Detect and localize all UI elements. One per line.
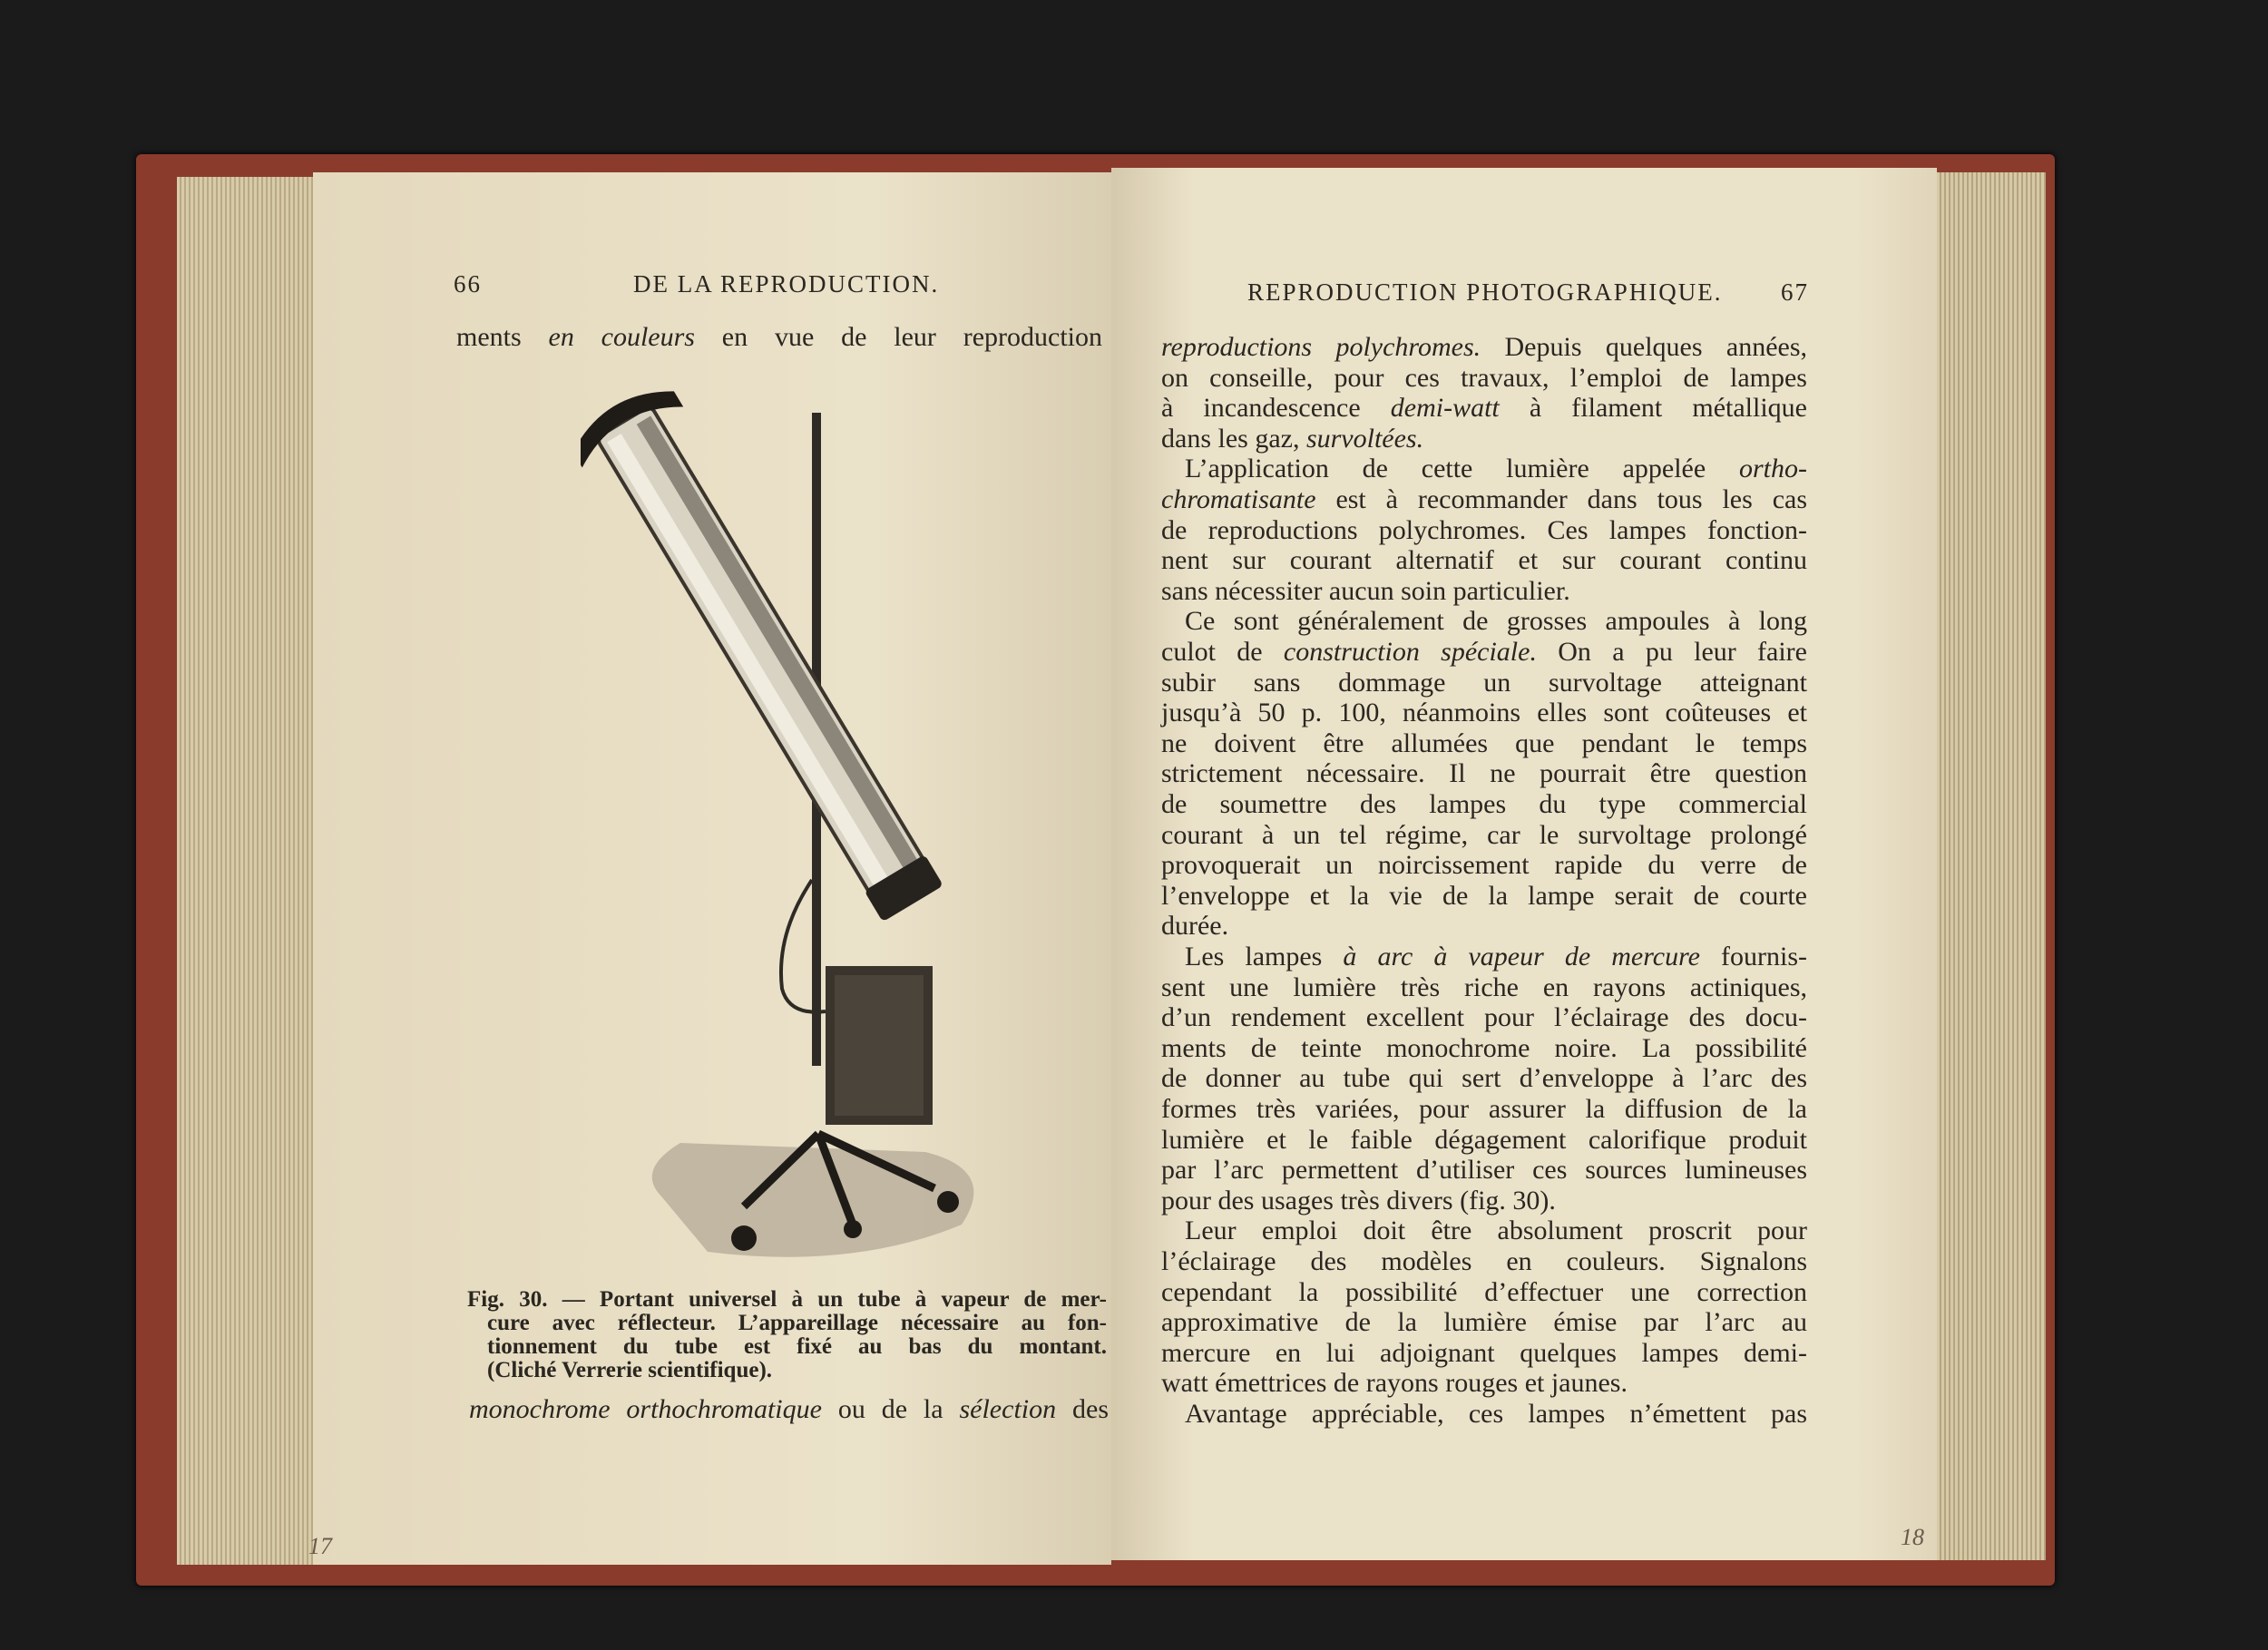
- italic-text: monochrome orthochromatique: [469, 1394, 822, 1424]
- text-line: [1161, 1186, 1807, 1216]
- text-run: Depuis quelques années,: [1481, 332, 1807, 362]
- text-line: [1161, 911, 1807, 942]
- italic-text: construction spéciale.: [1283, 637, 1537, 667]
- figure-caption-line: (Cliché Verrerie scientifique).: [487, 1358, 773, 1382]
- text-run: est à recommander dans tous les cas: [1315, 484, 1807, 514]
- text-line: [1161, 637, 1807, 668]
- page-edges-left: [177, 177, 322, 1565]
- text-line: [1185, 454, 1807, 484]
- text-run: d’un rendement excellent pour l’éclairage des docu-: [1161, 1002, 1807, 1033]
- text-line: [1161, 1155, 1807, 1186]
- figure-caption-line: cure avec réflecteur. L’appareillage nécessaire au fon-: [487, 1311, 1107, 1335]
- text-run: l’éclairage des modèles en couleurs. Signalons: [1161, 1246, 1807, 1276]
- italic-text: ortho-: [1739, 454, 1807, 484]
- text-run: des: [1056, 1394, 1110, 1424]
- text-line: [1161, 1277, 1807, 1308]
- text-run: ments de teinte monochrome noire. La possibilité: [1161, 1032, 1807, 1063]
- right-page-number: 67: [1781, 278, 1809, 306]
- text-run: provoquerait un noircissement rapide du verre de: [1161, 850, 1807, 881]
- text-run: à incandescence: [1161, 393, 1391, 424]
- text-run: de donner au tube qui sert d’enveloppe à l’arc des: [1161, 1063, 1807, 1094]
- text-run: culot de: [1161, 637, 1284, 667]
- text-run: durée.: [1161, 911, 1229, 942]
- text-run: de reproductions polychromes. Ces lampes fonction-: [1161, 514, 1807, 545]
- text-run: fournis-: [1699, 942, 1808, 971]
- text-run: ne doivent être allumées que pendant le temps: [1161, 727, 1807, 758]
- text-line: [1161, 515, 1807, 546]
- text-run: cependant la possibilité d’effectuer une correction: [1161, 1276, 1807, 1307]
- text-line: [1161, 484, 1807, 515]
- text-run: pour des usages très divers (fig. 30).: [1161, 1185, 1556, 1216]
- text-run: L’application de cette lumière appelée: [1185, 454, 1739, 484]
- text-line: [1185, 606, 1807, 637]
- text-line: [456, 322, 1102, 353]
- text-line: [1161, 332, 1807, 363]
- italic-text: demi-watt: [1390, 393, 1500, 424]
- text-run: courant à un tel régime, car le survoltage prolongé: [1161, 819, 1807, 850]
- text-run: mercure en lui adjoignant quelques lampes demi-: [1161, 1337, 1807, 1368]
- italic-text: chromatisante: [1161, 484, 1316, 514]
- text-line: [1161, 1307, 1807, 1338]
- text-run: sans nécessiter aucun soin particulier.: [1161, 575, 1570, 606]
- text-line: [1185, 942, 1807, 972]
- text-run: l’enveloppe et la vie de la lampe serait de courte: [1161, 880, 1807, 911]
- text-line: [1185, 1216, 1807, 1246]
- text-run: approximative de la lumière émise par l’arc au: [1161, 1307, 1807, 1338]
- text-run: à filament métallique: [1499, 393, 1807, 424]
- text-run: de soumettre des lampes du type commercial: [1161, 789, 1807, 819]
- text-line: [1161, 424, 1807, 454]
- text-run: ments: [456, 322, 549, 352]
- text-run: watt émettrices de rayons rouges et jaunes.: [1161, 1368, 1628, 1399]
- text-run: sent une lumière très riche en rayons actiniques,: [1161, 971, 1807, 1002]
- text-run: en vue de leur reproduction: [694, 322, 1102, 352]
- text-run: Ce sont généralement de grosses ampoules à long: [1185, 606, 1807, 637]
- figure-caption-line: Fig. 30. — Portant universel à un tube à vapeur de mer-: [467, 1287, 1107, 1312]
- italic-text: reproductions polychromes.: [1161, 332, 1481, 362]
- text-run: subir sans dommage un survoltage atteignant: [1161, 667, 1807, 698]
- text-run: formes très variées, pour assurer la diffusion de la: [1161, 1094, 1807, 1124]
- text-line: [1161, 1338, 1807, 1369]
- text-run: ou de la: [821, 1394, 960, 1424]
- pencil-page-mark-right: 18: [1901, 1524, 1924, 1550]
- text-line: [1161, 972, 1807, 1003]
- figure-mercury-lamp-illustration: [581, 354, 998, 1279]
- text-line: [1161, 1246, 1807, 1277]
- text-line: [1161, 1002, 1807, 1033]
- figure-caption-line: tionnement du tube est fixé au bas du montant.: [487, 1334, 1107, 1359]
- text-line: [1185, 1399, 1807, 1430]
- text-line: [1161, 545, 1807, 576]
- text-run: par l’arc permettent d’utiliser ces sources lumineuses: [1161, 1155, 1807, 1186]
- italic-text: sélection: [959, 1394, 1057, 1424]
- text-line: [1161, 881, 1807, 912]
- text-run: nent sur courant alternatif et sur courant continu: [1161, 545, 1807, 576]
- text-line: [1161, 789, 1807, 820]
- italic-text: à arc à vapeur de mercure: [1343, 942, 1700, 971]
- text-line: [1161, 576, 1807, 607]
- italic-text: en couleurs: [548, 322, 695, 352]
- italic-text: survoltées.: [1305, 423, 1424, 454]
- text-line: [1161, 1033, 1807, 1064]
- text-run: Leur emploi doit être absolument proscrit pour: [1185, 1216, 1807, 1246]
- text-line: [469, 1394, 1109, 1425]
- text-line: [1161, 728, 1807, 759]
- text-line: [1161, 820, 1807, 851]
- text-run: lumière et le faible dégagement calorifique produit: [1161, 1124, 1807, 1155]
- text-line: [1161, 1094, 1807, 1125]
- text-line: [1161, 758, 1807, 789]
- text-run: jusqu’à 50 p. 100, néanmoins elles sont coûteuses et: [1161, 698, 1807, 728]
- page-edges-right: [1932, 172, 2046, 1560]
- text-run: Les lampes: [1185, 942, 1344, 971]
- text-line: [1161, 1368, 1807, 1399]
- right-running-head: REPRODUCTION PHOTOGRAPHIQUE.: [1247, 278, 1723, 306]
- text-run: on conseille, pour ces travaux, l’emploi de lampes: [1161, 362, 1807, 393]
- text-line: [1161, 1125, 1807, 1156]
- text-line: [1161, 668, 1807, 698]
- text-run: On a pu leur faire: [1536, 637, 1807, 667]
- pencil-page-mark-left: 17: [308, 1533, 332, 1559]
- text-line: [1161, 393, 1807, 424]
- text-line: [1161, 363, 1807, 394]
- text-line: [1161, 850, 1807, 881]
- left-page-number: 66: [454, 270, 482, 298]
- text-line: [1161, 1063, 1807, 1094]
- text-run: Avantage appréciable, ces lampes n’émettent pas: [1185, 1399, 1807, 1429]
- left-running-head: DE LA REPRODUCTION.: [633, 270, 940, 298]
- text-run: strictement nécessaire. Il ne pourrait être question: [1161, 758, 1807, 789]
- text-run: dans les gaz,: [1161, 423, 1306, 454]
- text-line: [1161, 698, 1807, 728]
